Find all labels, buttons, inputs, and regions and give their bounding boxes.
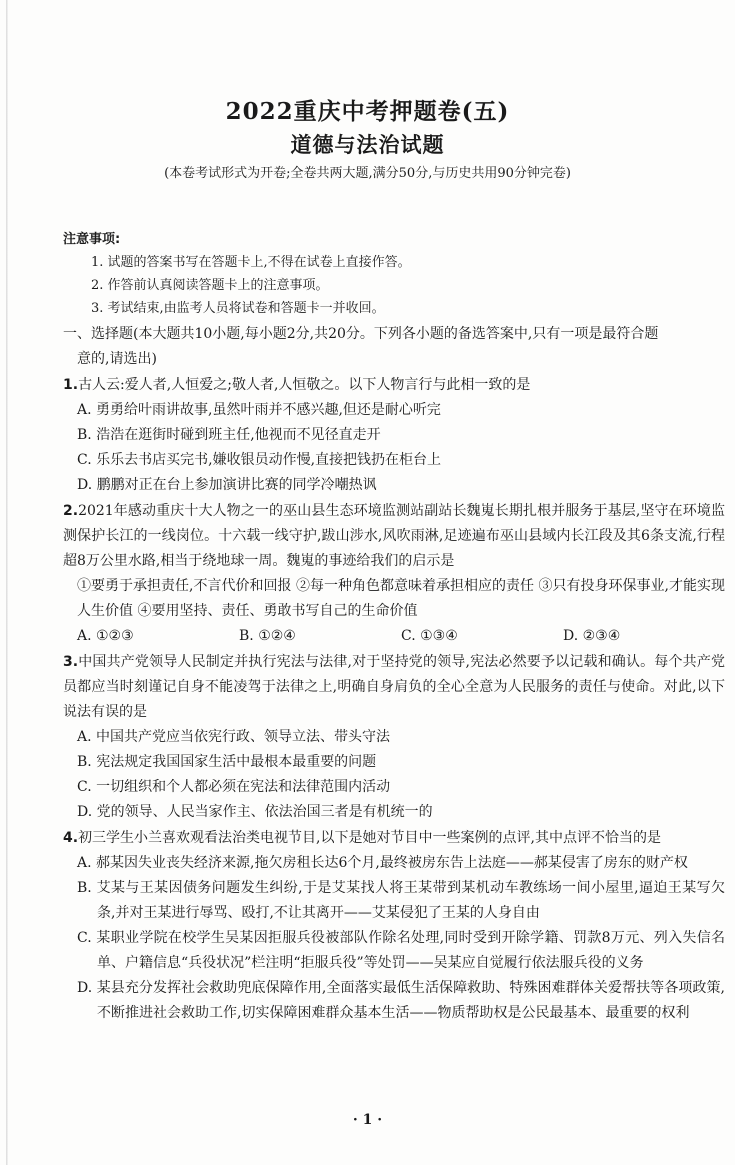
title-block <box>0 96 735 184</box>
option-b: B. 浩浩在逛街时碰到班主任,他视而不见径直走开 <box>77 427 381 443</box>
section-heading-line1: 一、选择题(本大题共10小题,每小题2分,共20分。下列各小题的备选答案中,只有一项是最符合题 <box>63 326 659 342</box>
notice-heading: 注意事项: <box>63 232 121 247</box>
statements: ①要勇于承担责任,不言代价和回报 ②每一种角色都意味着承担相应的责任 ③只有投身环保事业,才能实现人生价值 ④要用坚持、责任、勇敢书写自己的生命价值 <box>77 578 725 619</box>
choice-b: B. ①②④ <box>239 628 296 644</box>
question-number: 3. <box>63 654 79 670</box>
subject-title: 道德与法治试题 <box>290 132 445 157</box>
question-stem <box>63 373 725 398</box>
question-text: 2021年感动重庆十大人物之一的巫山县生态环境监测站副站长魏嵬长期扎根并服务于基层,坚守在环境监测保护长江的一线岗位。十六载一线守护,跋山涉水,风吹雨淋,足迹遍布巫山县域内长江段及其6条支流,行程超8万公里水路,相当于绕地球一周。魏嵬的事迹给我们的启示是 <box>63 503 725 569</box>
question-stem <box>63 826 725 851</box>
option-d: D. 某县充分发挥社会救助兜底保障作用,全面落实最低生活保障救助、特殊困难群体关爱帮扶等各项政策,不断推进社会救助工作,切实保障困难群众基本生活——物质帮助权是公民最基本、最重要的权利 <box>77 980 725 1021</box>
option-d: D. 鹏鹏对正在台上参加演讲比赛的同学冷嘲热讽 <box>77 477 377 493</box>
question-number: 2. <box>63 503 79 519</box>
option-b: B. 宪法规定我国国家生活中最根本最重要的问题 <box>77 754 377 770</box>
option-a: A. 中国共产党应当依宪行政、领导立法、带头守法 <box>77 729 391 745</box>
question-text: 古人云:爱人者,人恒爱之;敬人者,人恒敬之。以下人物言行与此相一致的是 <box>78 377 531 393</box>
option-c: C. 某职业学院在校学生吴某因拒服兵役被部队作除名处理,同时受到开除学籍、罚款8万元、列入失信名单、户籍信息“兵役状况”栏注明“拒服兵役”等处罚——吴某应自觉履行依法服兵役的义务 <box>77 930 725 971</box>
notice-item-3: 3. 考试结束,由监考人员将试卷和答题卡一并收回。 <box>91 301 385 316</box>
question-3 <box>63 650 725 825</box>
notice-section <box>63 228 703 320</box>
question-stem <box>63 499 725 574</box>
question-number: 1. <box>63 377 79 393</box>
section-heading-line2: 意的,请选出) <box>77 351 157 367</box>
option-a: A. 勇勇给叶雨讲故事,虽然叶雨并不感兴趣,但还是耐心听完 <box>77 402 441 418</box>
choice-c: C. ①③④ <box>401 628 458 644</box>
option-d: D. 党的领导、人民当家作主、依法治国三者是有机统一的 <box>77 804 433 820</box>
question-stem <box>63 650 725 725</box>
exam-format-note: (本卷考试形式为开卷;全卷共两大题,满分50分,与历史共用90分钟完卷) <box>164 166 571 181</box>
question-text: 中国共产党领导人民制定并执行宪法与法律,对于坚持党的领导,宪法必然要予以记载和确认。每个共产党员都应当时刻谨记自身不能凌驾于法律之上,明确自身肩负的全心全意为人民服务的责任与使命。对此,以下说法有误的是 <box>63 654 725 720</box>
notice-item-2: 2. 作答前认真阅读答题卡上的注意事项。 <box>91 278 329 293</box>
question-2 <box>63 499 725 649</box>
question-text: 初三学生小兰喜欢观看法治类电视节目,以下是她对节目中一些案例的点评,其中点评不恰当的是 <box>78 830 661 846</box>
questions-content <box>63 322 725 1026</box>
option-b: B. 艾某与王某因债务问题发生纠纷,于是艾某找人将王某带到某机动车教练场一间小屋里,逼迫王某写欠条,并对王某进行辱骂、殴打,不让其离开——艾某侵犯了王某的人身自由 <box>77 880 725 921</box>
option-c: C. 乐乐去书店买完书,嫌收银员动作慢,直接把钱扔在柜台上 <box>77 452 442 468</box>
choice-a: A. ①②③ <box>77 628 134 644</box>
question-1 <box>63 373 725 498</box>
choice-row <box>63 624 725 649</box>
question-4 <box>63 826 725 1026</box>
choice-d: D. ②③④ <box>563 628 621 644</box>
page-number: · 1 · <box>352 1112 383 1128</box>
option-a: A. 郝某因失业丧失经济来源,拖欠房租长达6个月,最终被房东告上法庭——郝某侵害了房东的财产权 <box>77 855 688 871</box>
notice-item-1: 1. 试题的答案书写在答题卡上,不得在试卷上直接作答。 <box>91 255 411 270</box>
option-c: C. 一切组织和个人都必须在宪法和法律范围内活动 <box>77 779 391 795</box>
exam-title: 2022重庆中考押题卷(五) <box>225 98 510 125</box>
section-heading <box>63 322 725 372</box>
question-number: 4. <box>63 830 79 846</box>
